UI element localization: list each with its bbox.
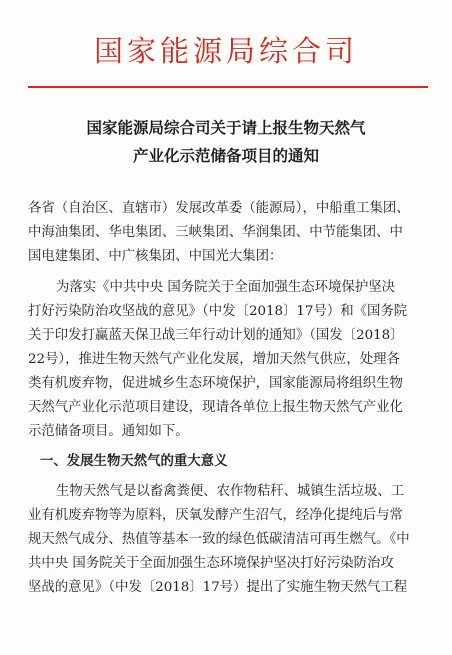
section-line-1: 生物天然气是以畜禽粪便、农作物秸秆、城镇生活垃圾、工 bbox=[56, 484, 405, 499]
body-line-7: 示范储备项目。通知如下。 bbox=[28, 424, 189, 439]
body-line-1: 为落实《中共中央 国务院关于全面加强生态环境保护坚决 bbox=[56, 280, 396, 295]
addressee-line-2: 中海油集团、华电集团、三峡集团、华润集团、中节能集团、中 bbox=[28, 225, 403, 240]
letterhead-title: 国家能源局综合司 bbox=[93, 34, 358, 68]
body-line-2: 打好污染防治攻坚战的意见》（中发〔2018〕17号）和《国务院 bbox=[28, 304, 408, 319]
section-line-5: 坚战的意见》（中发〔2018〕17号）提出了实施生物天然气工程 bbox=[28, 580, 408, 595]
addressee-line-1: 各省（自治区、直辖市）发展改革委（能源局），中船重工集团、 bbox=[28, 201, 410, 216]
section-line-4: 共中央 国务院关于全面加强生态环境保护坚决打好污染防治攻 bbox=[28, 556, 394, 571]
body-line-4: 22号），推进生物天然气产业化发展，增加天然气供应，处理各 bbox=[28, 352, 400, 367]
section-heading: 一、发展生物天然气的重大意义 bbox=[40, 454, 228, 469]
addressee-line-3: 国电建集团、中广核集团、中国光大集团： bbox=[28, 249, 283, 264]
document-title-line-2: 产业化示范储备项目的通知 bbox=[132, 146, 319, 165]
section-line-2: 业有机废弃物等为原料，厌氧发酵产生沼气，经净化提纯后与常 bbox=[28, 508, 403, 523]
document-title-line-1: 国家能源局综合司关于请上报生物天然气 bbox=[86, 118, 366, 137]
body-line-5: 类有机废弃物，促进城乡生态环境保护，国家能源局将组织生物 bbox=[28, 376, 403, 391]
body-line-6: 天然气产业化示范项目建设，现请各单位上报生物天然气产业化 bbox=[28, 400, 403, 415]
letterhead-rule bbox=[28, 86, 428, 88]
body-line-3: 关于印发打赢蓝天保卫战三年行动计划的通知》（国发〔2018〕 bbox=[28, 328, 404, 343]
section-line-3: 规天然气成分、热值等基本一致的绿色低碳清洁可再生燃气。《中 bbox=[28, 532, 410, 547]
